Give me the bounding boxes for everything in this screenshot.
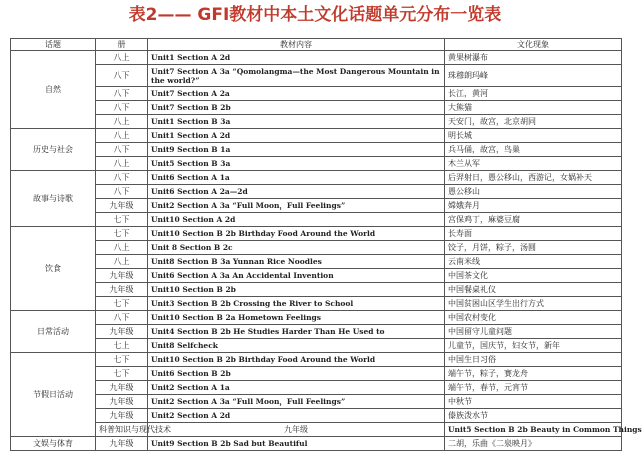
culture-cell: 中国留守儿童问题 [445,325,622,339]
content-cell: Unit9 Section B 1a [148,143,445,157]
grade-cell: 八下 [96,65,148,87]
grade-cell: 八下 [96,87,148,101]
content-cell: Unit5 Section B 3a [148,157,445,171]
header-grade: 册 [96,39,148,51]
grade-cell: 九年级 [96,199,148,213]
table-row [11,423,622,437]
category-cell: 故事与诗歌 [11,171,96,227]
grade-cell: 七下 [96,353,148,367]
grade-cell: 八下 [96,185,148,199]
culture-cell: 中秋节 [445,395,622,409]
table-row [11,241,622,255]
table-row [11,51,622,65]
grade-cell: 八上 [96,241,148,255]
table-row [11,101,622,115]
content-cell: Unit1 Section A 2d [148,129,445,143]
content-cell: Unit10 Section B 2b Birthday Food Around the World [148,353,445,367]
table-row [11,129,622,143]
grade-cell: 八下 [96,311,148,325]
culture-cell: 中国农村变化 [445,311,622,325]
culture-cell: 木兰从军 [445,157,622,171]
grade-cell: 八上 [96,157,148,171]
culture-cell: 嫦娥奔月 [445,199,622,213]
table-row [11,87,622,101]
culture-cell: 兵马俑，故宫，鸟巢 [445,143,622,157]
topic-distribution-table [10,38,642,451]
grade-cell: 九年级 [96,283,148,297]
table-row [11,213,622,227]
culture-cell: 云南米线 [445,255,622,269]
grade-cell: 七下 [96,213,148,227]
culture-cell: 大熊猫 [445,101,622,115]
grade-cell: 八上 [96,255,148,269]
header-content: 教材内容 [148,39,445,51]
table-row [11,353,622,367]
grade-cell: 七下 [96,297,148,311]
table-row [11,409,622,423]
content-cell: Unit7 Section B 2b [148,101,445,115]
content-cell: Unit2 Section A 3a “Full Moon，Full Feelings” [148,199,445,213]
culture-cell: 黄果树瀑布 [445,51,622,65]
content-cell: Unit2 Section A 2d [148,409,445,423]
table-row [11,255,622,269]
content-cell: Unit10 Section B 2a Hometown Feelings [148,311,445,325]
content-cell: Unit10 Section B 2b Birthday Food Around the World [148,227,445,241]
grade-cell: 八下 [96,101,148,115]
table-body [11,51,642,451]
table-row [11,381,622,395]
grade-cell: 九年级 [96,325,148,339]
content-cell: Unit6 Section A 2a—2d [148,185,445,199]
grade-cell: 七下 [96,367,148,381]
table-row [11,297,622,311]
culture-cell: 长寿面 [445,227,622,241]
content-cell: Unit4 Section B 2b He Studies Harder Than He Used to [148,325,445,339]
grade-cell: 七上 [96,339,148,353]
grade-cell: 七下 [96,227,148,241]
content-cell: Unit3 Section B 2b Crossing the River to School [148,297,445,311]
table-row [11,395,622,409]
category-cell: 历史与社会 [11,129,96,171]
table-header-row [11,39,622,51]
content-cell: Unit5 Section B 2b Beauty in Common Things [445,423,622,437]
culture-cell: 长江，黄河 [445,87,622,101]
grade-cell: 九年级 [96,409,148,423]
table-row [11,157,622,171]
table-row [11,283,622,297]
table-row [11,311,622,325]
grade-cell: 九年级 [96,437,148,451]
table-row [11,115,622,129]
grade-cell: 八上 [96,115,148,129]
table-row [11,65,622,87]
content-cell: Unit7 Section A 2a [148,87,445,101]
content-cell: Unit7 Section A 3a “Qomolangma—the Most Dangerous Mountain in the world?” [148,65,445,87]
culture-cell: 珠穆朗玛峰 [445,65,622,87]
table-row [11,269,622,283]
content-cell: Unit8 Selfcheck [148,339,445,353]
culture-cell: 傣族泼水节 [445,409,622,423]
table-row [11,171,622,185]
page-title: 表2—— GFI教材中本土文化话题单元分布一览表 [128,5,502,25]
culture-cell: 明长城 [445,129,622,143]
culture-cell: 中国餐桌礼仪 [445,283,622,297]
content-cell: Unit2 Section A 1a [148,381,445,395]
content-cell: Unit6 Section A 1a [148,171,445,185]
table-row [11,185,622,199]
content-cell: Unit2 Section A 3a “Full Moon，Full Feelings” [148,395,445,409]
culture-cell: 宫保鸡丁，麻婆豆腐 [445,213,622,227]
table-row [11,367,622,381]
grade-cell: 九年级 [96,381,148,395]
grade-cell: 九年级 [148,423,445,437]
table-row [11,199,622,213]
culture-cell: 后羿射日，愚公移山，西游记，女娲补天 [445,171,622,185]
culture-cell: 饺子，月饼，粽子，汤圆 [445,241,622,255]
category-cell: 饮食 [11,227,96,311]
category-cell: 日常活动 [11,311,96,353]
grade-cell: 九年级 [96,269,148,283]
content-cell: Unit 8 Section B 2c [148,241,445,255]
table-row [11,437,622,451]
content-cell: Unit6 Section B 2b [148,367,445,381]
header-category: 话题 [11,39,96,51]
table-row [11,339,622,353]
culture-cell: 二胡，乐曲《二泉映月》 [445,437,622,451]
content-cell: Unit10 Section B 2b [148,283,445,297]
culture-cell: 端午节，粽子，赛龙舟 [445,367,622,381]
grade-cell: 九年级 [96,395,148,409]
content-cell: Unit8 Section B 3a Yunnan Rice Noodles [148,255,445,269]
table-row [11,143,622,157]
culture-cell: 儿童节，国庆节，妇女节，新年 [445,339,622,353]
category-cell: 节假日活动 [11,353,96,437]
header-culture: 文化现象 [445,39,622,51]
grade-cell: 八上 [96,51,148,65]
culture-cell: 端午节，春节，元宵节 [445,381,622,395]
culture-cell: 愚公移山 [445,185,622,199]
category-cell: 自然 [11,51,96,129]
culture-cell: 中国生日习俗 [445,353,622,367]
content-cell: Unit9 Section B 2b Sad but Beautiful [148,437,445,451]
table-row [11,325,622,339]
grade-cell: 八下 [96,171,148,185]
content-cell: Unit1 Section A 2d [148,51,445,65]
grade-cell: 八上 [96,129,148,143]
content-cell: Unit10 Section A 2d [148,213,445,227]
content-cell: Unit1 Section B 3a [148,115,445,129]
grade-cell: 八下 [96,143,148,157]
table-row [11,227,622,241]
category-cell: 文娱与体育 [11,437,96,451]
category-cell: 科普知识与现代技术 [96,423,148,437]
culture-cell: 中国贫困山区学生出行方式 [445,297,622,311]
content-cell: Unit6 Section A 3a An Accidental Invention [148,269,445,283]
culture-cell: 中国茶文化 [445,269,622,283]
culture-cell: 天安门，故宫，北京胡同 [445,115,622,129]
